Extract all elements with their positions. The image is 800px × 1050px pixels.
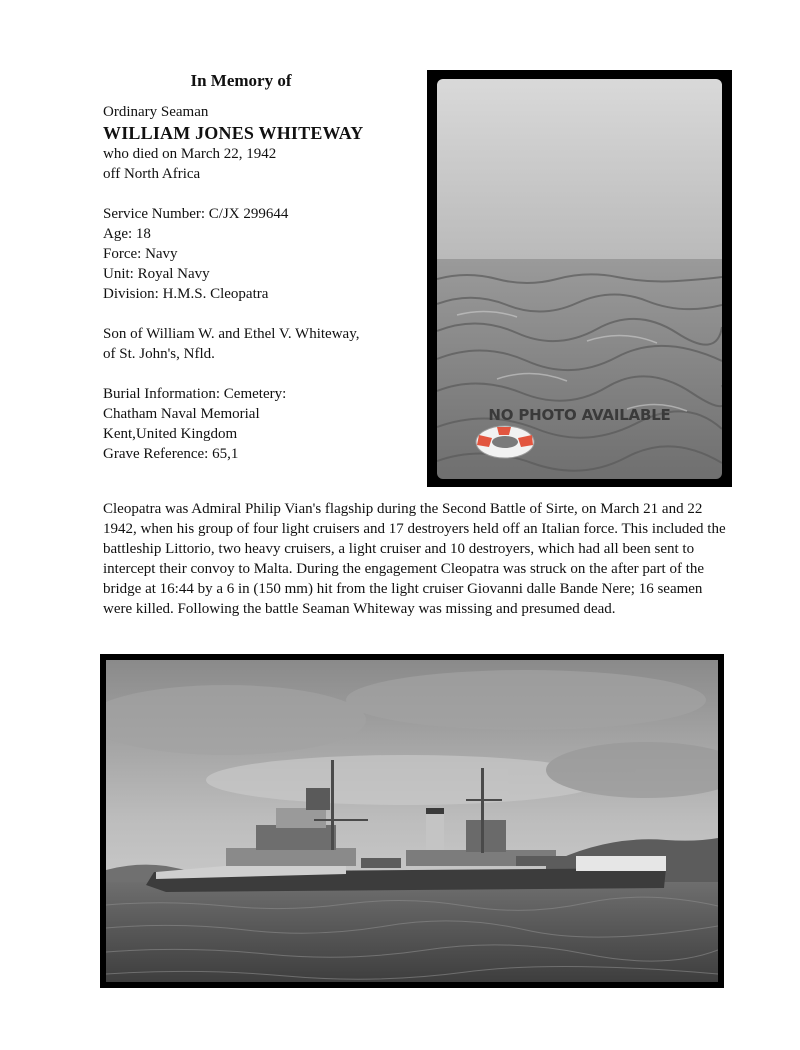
no-photo-label: NO PHOTO AVAILABLE xyxy=(488,406,671,424)
cruiser-illustration xyxy=(106,660,718,982)
division: Division: H.M.S. Cleopatra xyxy=(103,286,269,302)
force: Force: Navy xyxy=(103,246,178,262)
parents-line-2: of St. John's, Nfld. xyxy=(103,346,215,362)
service-number: Service Number: C/JX 299644 xyxy=(103,206,289,222)
parents-line-1: Son of William W. and Ethel V. Whiteway, xyxy=(103,326,360,342)
burial-line-2: Chatham Naval Memorial xyxy=(103,406,260,422)
battle-story: Cleopatra was Admiral Philip Vian's flagship during the Second Battle of Sirte, on March 21 and 22 1942, when his group of four light cruisers and 17 destroyers held off an Italian force. This included the battleship Littorio, two heavy cruisers, a light cruiser and 10 destroyers, which had all been sent to intercept their convoy to Malta. During the engagement Cleopatra was struck on the after part of the bridge at 16:44 by a 6 in (150 mm) hit from the light cruiser Giovanni dalle Bande Nere; 16 seamen were killed. Following the battle Seaman Whiteway was missing and presumed dead. xyxy=(103,501,726,617)
rank: Ordinary Seaman xyxy=(103,104,209,120)
lifebuoy-icon xyxy=(476,426,534,458)
portrait-frame xyxy=(427,70,732,487)
ship-photo-frame xyxy=(100,654,724,988)
no-photo-image xyxy=(437,79,722,479)
age: Age: 18 xyxy=(103,226,151,242)
burial-line-1: Burial Information: Cemetery: xyxy=(103,386,287,402)
memorial-block xyxy=(103,70,413,464)
death-place: off North Africa xyxy=(103,166,201,182)
unit: Unit: Royal Navy xyxy=(103,266,210,282)
ship-photo xyxy=(106,660,718,982)
death-date: who died on March 22, 1942 xyxy=(103,146,277,162)
burial-line-3: Kent,United Kingdom xyxy=(103,426,238,442)
sailor-name: WILLIAM JONES WHITEWAY xyxy=(103,123,364,143)
memorial-heading: In Memory of xyxy=(190,71,292,90)
burial-line-4: Grave Reference: 65,1 xyxy=(103,446,239,462)
